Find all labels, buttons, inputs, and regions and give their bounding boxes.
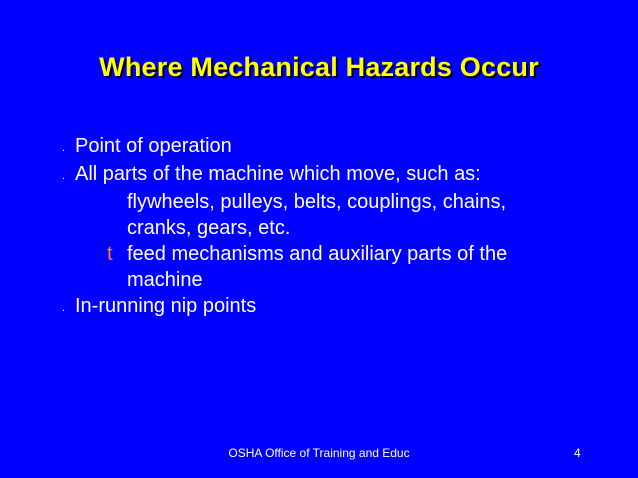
bullet-text: All parts of the machine which move, such as: bbox=[75, 163, 481, 185]
bullet-text: In-running nip points bbox=[75, 295, 257, 317]
slide-title: Where Mechanical Hazards Occur bbox=[99, 52, 539, 82]
sub-bullet-item bbox=[60, 241, 620, 267]
bullet-item bbox=[60, 293, 620, 319]
bullet-item bbox=[60, 133, 620, 159]
sub-bullet-continuation bbox=[60, 215, 620, 241]
slide-footer: OSHA Office of Training and Educ bbox=[228, 446, 410, 460]
bullet-marker: . bbox=[62, 142, 66, 154]
bullet-marker: . bbox=[62, 170, 66, 182]
bullet-marker: . bbox=[62, 302, 66, 314]
bullet-item bbox=[60, 161, 620, 187]
sub-bullet-text: flywheels, pulleys, belts, couplings, chains, bbox=[127, 191, 507, 213]
page-number: 4 bbox=[574, 446, 581, 460]
sub-bullet-text: machine bbox=[127, 269, 203, 291]
sub-bullet-text: feed mechanisms and auxiliary parts of the bbox=[127, 243, 508, 265]
bullet-list bbox=[60, 133, 620, 321]
sub-bullet-continuation bbox=[60, 267, 620, 293]
sub-bullet-item bbox=[60, 189, 620, 215]
sub-bullet-text: cranks, gears, etc. bbox=[127, 217, 291, 239]
sub-bullet-marker: t bbox=[107, 243, 113, 265]
bullet-text: Point of operation bbox=[75, 135, 232, 157]
